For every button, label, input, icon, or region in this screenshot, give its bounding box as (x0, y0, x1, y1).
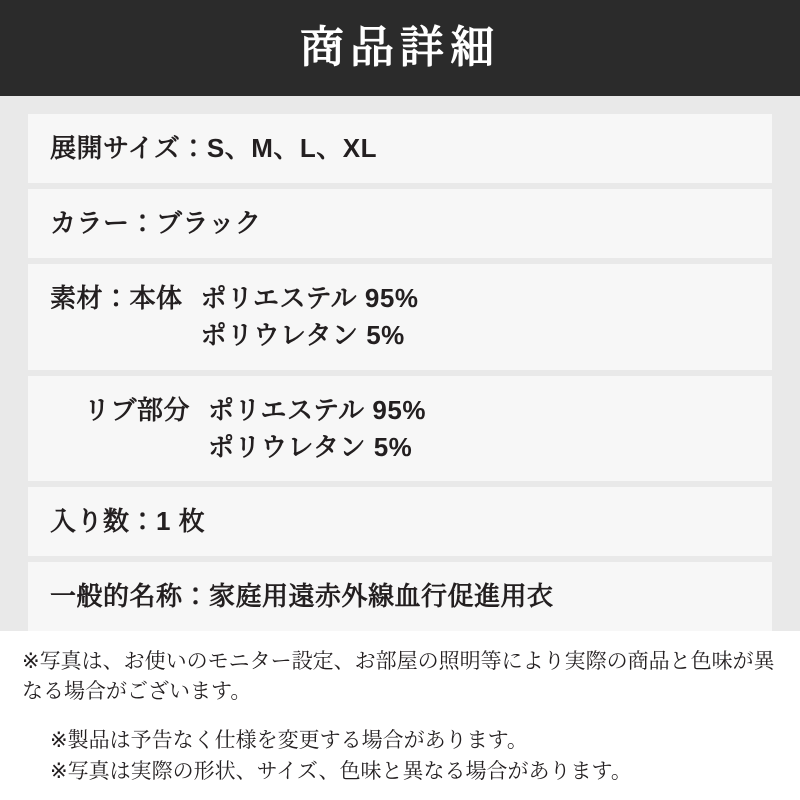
spec-value-polyurethane: ポリウレタン 5% (200, 319, 405, 350)
notes-section (0, 637, 800, 788)
spec-row-quantity (28, 487, 772, 556)
note-spec-change: ※製品は予告なく仕様を変更する場合があります。 (50, 728, 528, 752)
spec-value-polyester: ポリエステル 95% (200, 282, 419, 313)
spec-label-material-body: 素材：本体 (50, 282, 183, 313)
spec-label-color: カラー：ブラック (50, 207, 262, 238)
spec-label-material-rib: リブ部分 (84, 394, 191, 425)
note-photo-difference: ※写真は実際の形状、サイズ、色味と異なる場合があります。 (50, 760, 632, 784)
spec-row-size (28, 114, 772, 183)
spec-label-general-name: 一般的名称：家庭用遠赤外線血行促進用衣 (50, 581, 554, 612)
spec-list (0, 96, 800, 631)
spec-row-material-rib (28, 376, 772, 482)
spec-value-polyester: ポリエステル 95% (208, 394, 426, 425)
spec-label-size: 展開サイズ：S、M、L、XL (50, 133, 378, 163)
note-monitor-disclaimer: ※写真は、お使いのモニター設定、お部屋の照明等により実際の商品と色味が異なる場合がございます。 (22, 650, 775, 704)
spec-row-material-body (28, 264, 772, 370)
spec-values-material-body (201, 280, 419, 354)
note-secondary-group (22, 725, 778, 788)
spec-value-polyurethane: ポリウレタン 5% (208, 431, 413, 462)
spec-label-quantity: 入り数：1 枚 (50, 506, 206, 537)
spec-values-material-rib (208, 392, 426, 466)
spec-row-general-name (28, 562, 772, 631)
page-title: 商品詳細 (300, 23, 500, 72)
page-header (0, 0, 800, 96)
spec-row-color (28, 189, 772, 258)
